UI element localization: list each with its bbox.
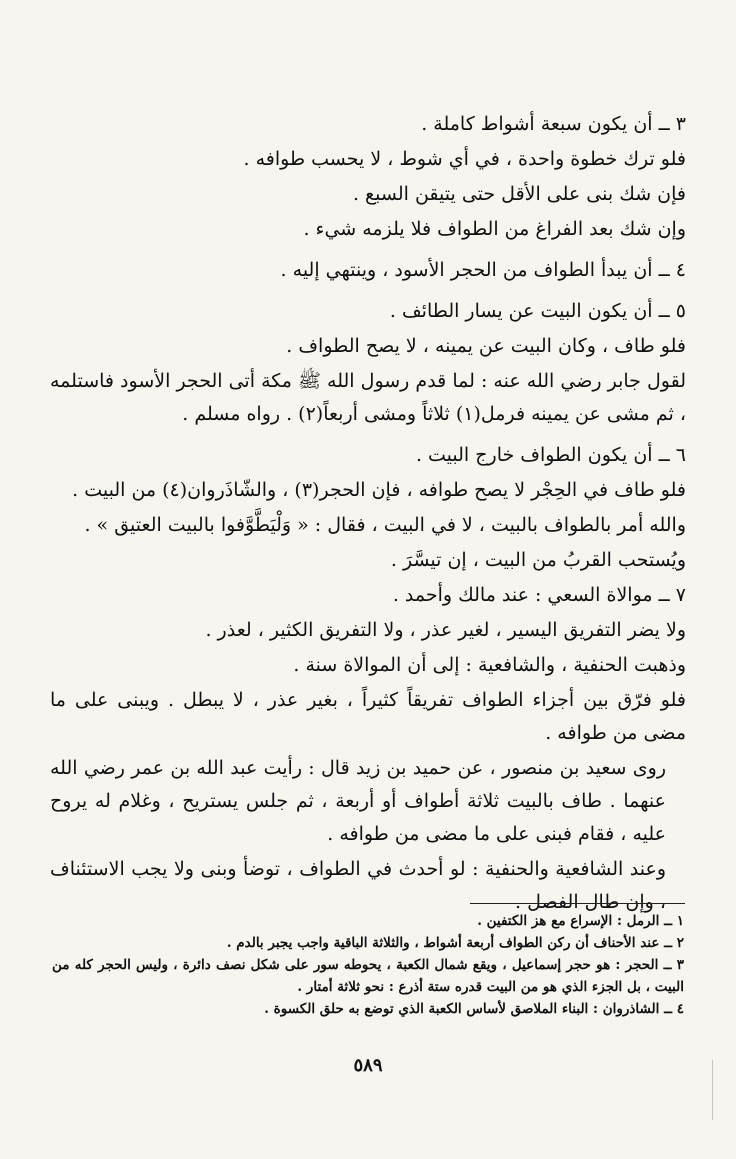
- footnotes: [52, 910, 684, 1020]
- condition-6: ٦ ــ أن يكون الطواف خارج البيت .: [415, 444, 686, 466]
- condition-5: ٥ ــ أن يكون البيت عن يسار الطائف .: [389, 300, 686, 322]
- paragraph: وعند الشافعية والحنفية : لو أحدث في الطواف ، توضأ وبنى ولا يجب الاستئناف ، وإن طال الفصل .: [50, 858, 666, 913]
- condition-7: ٧ ــ موالاة السعي : عند مالك وأحمد .: [392, 584, 686, 606]
- footnote-divider: [470, 903, 685, 904]
- paragraph: ولا يضر التفريق اليسير ، لغير عذر ، ولا التفريق الكثير ، لعذر .: [205, 619, 686, 641]
- footnote-3: ٣ ــ الحجر : هو حجر إسماعيل ، ويقع شمال الكعبة ، يحوطه سور على شكل نصف دائرة ، وليس الحجر كله من البيت ، بل الجزء الذي هو من البيت قدره ستة أذرع : نحو ثلاثة أمتار .: [52, 957, 684, 995]
- paragraph: فلو فرّق بين أجزاء الطواف تفريقاً كثيراً ، بغير عذر ، لا يبطل . ويبنى على ما مضى من طوافه .: [50, 689, 686, 744]
- footnote-4: ٤ ــ الشاذروان : البناء الملاصق لأساس الكعبة الذي توضع به حلق الكسوة .: [264, 1001, 684, 1017]
- paragraph: وإن شك بعد الفراغ من الطواف فلا يلزمه شيء .: [303, 218, 686, 240]
- quranic-verse-paragraph: والله أمر بالطواف بالبيت ، لا في البيت ، فقال : « وَلْيَطَّوَّفوا بالبيت العتيق » .: [84, 514, 686, 536]
- condition-4: ٤ ــ أن يبدأ الطواف من الحجر الأسود ، وينتهي إليه .: [280, 259, 686, 281]
- page-number: ٥٨٩: [353, 1055, 383, 1076]
- scan-edge-mark: [712, 1060, 713, 1120]
- paragraph: فإن شك بنى على الأقل حتى يتيقن السبع .: [352, 183, 686, 205]
- main-text: [50, 108, 686, 921]
- paragraph: ويُستحب القربُ من البيت ، إن تيسَّرَ .: [390, 549, 686, 571]
- condition-3: ٣ ــ أن يكون سبعة أشواط كاملة .: [421, 113, 686, 135]
- narration-ibn-umar: روى سعيد بن منصور ، عن حميد بن زيد قال : رأيت عبد الله بن عمر رضي الله عنهما . طاف بالبيت ثلاثة أطواف أو أربعة ، ثم جلس يستريح ، وغلام له يروح عليه ، فقام فبنى على ما مضى من طوافه .: [50, 757, 666, 845]
- paragraph: فلو طاف ، وكان البيت عن يمينه ، لا يصح الطواف .: [286, 335, 686, 357]
- hadith-jabir: لقول جابر رضي الله عنه : لما قدم رسول الله ﷺ مكة أتى الحجر الأسود فاستلمه ، ثم مشى عن يمينه فرمل(١) ثلاثاً ومشى أربعاً(٢) . رواه مسلم .: [50, 370, 686, 425]
- footnote-1: ١ ــ الرمل : الإسراع مع هز الكتفين .: [477, 913, 684, 929]
- footnote-2: ٢ ــ عند الأحناف أن ركن الطواف أربعة أشواط ، والثلاثة الباقية واجب يجبر بالدم .: [226, 935, 684, 951]
- paragraph: فلو ترك خطوة واحدة ، في أي شوط ، لا يحسب طوافه .: [243, 148, 686, 170]
- paragraph: وذهبت الحنفية ، والشافعية : إلى أن الموالاة سنة .: [293, 654, 686, 676]
- paragraph: فلو طاف في الحِجْر لا يصح طوافه ، فإن الحجر(٣) ، والشّاذَروان(٤) من البيت .: [72, 479, 686, 501]
